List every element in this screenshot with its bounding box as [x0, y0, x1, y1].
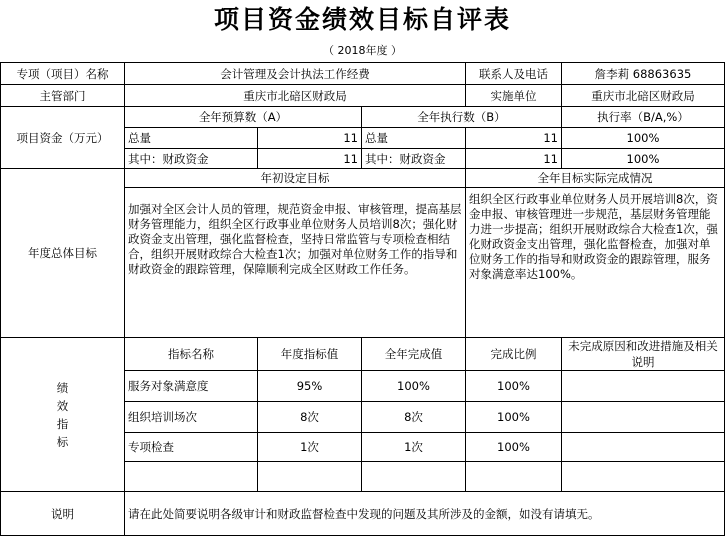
indicators-label-char: 效 — [56, 398, 69, 413]
indicator-ratio: 100% — [466, 433, 562, 462]
indicator-done: 1次 — [362, 433, 466, 462]
note-row — [1, 492, 725, 536]
indicator-ratio: 100% — [466, 402, 562, 433]
indicator-reason — [562, 371, 725, 402]
indicator-done — [362, 462, 466, 492]
planned-goal-header: 年初设定目标 — [125, 169, 466, 188]
indicator-done: 8次 — [362, 402, 466, 433]
planned-goal-text: 加强对全区会计人员的管理，规范资金申报、审核管理，提高基层财务管理能力，组织全区行政事业单位财务人员培训8次；强化财政资金支出管理，强化监督检查，坚持日常监管与专项检查相结合，组织开展财政综合大检查1次；加强对单位财务工作的指导和财政资金的跟踪管理，保障顺利完成全区财政工作任务。 — [125, 188, 466, 338]
contact-label: 联系人及电话 — [466, 63, 562, 85]
indicator-name: 专项检查 — [125, 433, 258, 462]
project-name-value: 会计管理及会计执法工作经费 — [125, 63, 466, 85]
indicator-reason — [562, 433, 725, 462]
indicator-target: 1次 — [258, 433, 362, 462]
rate-total-value: 100% — [562, 128, 725, 149]
dept-value: 重庆市北碚区财政局 — [125, 85, 466, 107]
indicators-label — [1, 338, 125, 492]
budget-total-label: 总量 — [125, 128, 258, 149]
project-name-label: 专项（项目）名称 — [1, 63, 125, 85]
actual-fiscal-label: 其中：财政资金 — [362, 149, 466, 169]
project-row — [1, 63, 725, 85]
indicator-reason — [562, 402, 725, 433]
budget-header: 全年预算数（A） — [125, 107, 362, 128]
indicators-label-char: 绩 — [56, 380, 69, 395]
indicator-header-row — [1, 338, 725, 371]
budget-fiscal-value: 11 — [258, 149, 362, 169]
evaluation-table — [0, 62, 725, 536]
actual-total-label: 总量 — [362, 128, 466, 149]
indicator-ratio-header: 完成比例 — [466, 338, 562, 371]
contact-value: 詹李莉 68863635 — [562, 63, 725, 85]
dept-row — [1, 85, 725, 107]
indicator-reason — [562, 462, 725, 492]
budget-total-value: 11 — [258, 128, 362, 149]
indicators-label-char: 标 — [56, 434, 69, 449]
indicator-target-header: 年度指标值 — [258, 338, 362, 371]
rate-fiscal-value: 100% — [562, 149, 725, 169]
budget-fiscal-label: 其中：财政资金 — [125, 149, 258, 169]
indicator-reason-header: 未完成原因和改进措施及相关说明 — [562, 338, 725, 371]
note-text: 请在此处简要说明各级审计和财政监督检查中发现的问题及其所涉及的金额，如没有请填无。 — [125, 492, 725, 536]
indicator-target: 95% — [258, 371, 362, 402]
actual-goal-text: 组织全区行政事业单位财务人员开展培训8次，资金申报、审核管理进一步规范，基层财务管理能力进一步提高；组织开展财政综合大检查1次，强化财政资金支出管理，强化监督检查，加强对单位财务工作的指导和财政资金的跟踪管理，服务对象满意率达100%。 — [466, 188, 725, 338]
goals-label: 年度总体目标 — [1, 169, 125, 338]
indicator-name: 组织培训场次 — [125, 402, 258, 433]
impl-unit-label: 实施单位 — [466, 85, 562, 107]
form-title: 项目资金绩效目标自评表 — [213, 5, 511, 34]
indicator-ratio: 100% — [466, 371, 562, 402]
dept-label: 主管部门 — [1, 85, 125, 107]
actual-header: 全年执行数（B） — [362, 107, 562, 128]
indicator-done: 100% — [362, 371, 466, 402]
goals-header-row — [1, 169, 725, 188]
indicator-done-header: 全年完成值 — [362, 338, 466, 371]
indicator-ratio — [466, 462, 562, 492]
note-label: 说明 — [1, 492, 125, 536]
indicators-label-char: 指 — [56, 416, 69, 431]
indicator-name: 服务对象满意度 — [125, 371, 258, 402]
funds-label: 项目资金（万元） — [1, 107, 125, 169]
actual-goal-header: 全年目标实际完成情况 — [466, 169, 725, 188]
actual-fiscal-value: 11 — [466, 149, 562, 169]
year-label: （ 2018年度 ） — [323, 44, 402, 57]
funds-header-row — [1, 107, 725, 128]
indicator-target — [258, 462, 362, 492]
indicator-name — [125, 462, 258, 492]
rate-header: 执行率（B/A,%） — [562, 107, 725, 128]
impl-unit-value: 重庆市北碚区财政局 — [562, 85, 725, 107]
indicator-target: 8次 — [258, 402, 362, 433]
actual-total-value: 11 — [466, 128, 562, 149]
indicator-name-header: 指标名称 — [125, 338, 258, 371]
